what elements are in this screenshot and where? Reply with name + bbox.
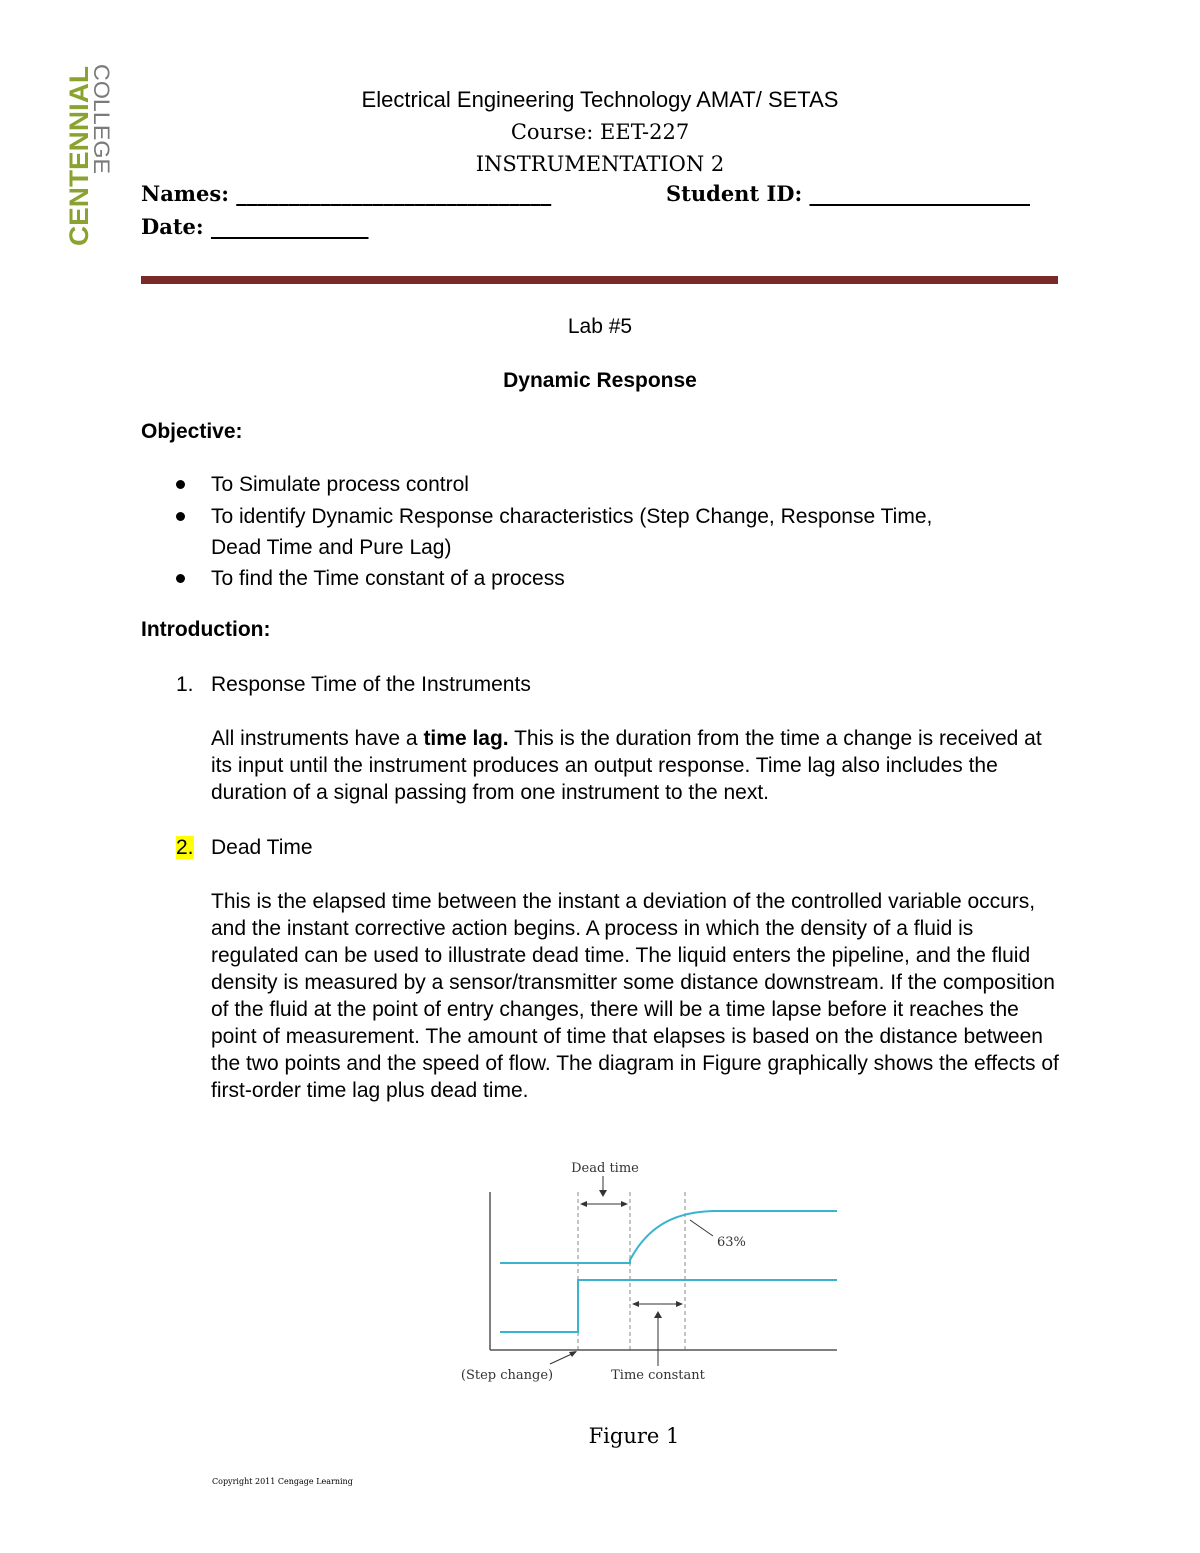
percent-pointer [690,1220,713,1236]
paragraph-text: All instruments have a [211,727,424,750]
header-rule [141,276,1058,284]
step-input-line [500,1280,837,1332]
objective-heading: Objective: [141,420,243,443]
course-title: INSTRUMENTATION 2 [475,152,725,176]
objective-item-continued: Dead Time and Pure Lag) [211,536,452,559]
course-code: Course: EET-227 [510,120,690,144]
arrowhead-icon [580,1201,587,1207]
arrowhead-icon [654,1311,662,1318]
date-field[interactable]: Date: _______________ [141,214,369,239]
item-number: 1. [176,673,194,696]
response-time-paragraph [211,725,1061,806]
lab-title: Dynamic Response [503,369,697,392]
lab-number: Lab #5 [567,315,633,338]
arrowhead-icon [632,1301,639,1307]
arrowhead-icon [599,1190,607,1197]
item-title: Response Time of the Instruments [211,673,531,696]
dead-time-label: Dead time [571,1161,639,1176]
figure-caption: Figure 1 [588,1424,680,1448]
item-number-highlighted: 2. [176,836,194,859]
arrowhead-icon [676,1301,683,1307]
bullet-icon [176,512,185,521]
logo-centennial: CENTENNIAL [64,72,94,246]
student-id-field[interactable]: Student ID: _____________________ [666,181,1031,206]
dead-time-paragraph: This is the elapsed time between the instant a deviation of the controlled variable occurs, and the instant corrective action begins. A process in which the density of a fluid is regulated can be used to illustrate dead time. The liquid enters the pipeline, and the fluid density is measured by a sensor/transmitter some distance downstream. If the composition of the fluid at the point of entry changes, there will be a time lapse before it reaches the point of measurement. The amount of time that elapses is based on the distance between the two points and the speed of flow. The diagram in Figure graphically shows the effects of first-order time lag plus dead time. [211,890,1059,1102]
paragraph-text: This is the duration from the time a change is received at its input until the instrument produces an output response. Time lag also includes the duration of a signal passing from one instrument to the next. [211,727,1042,804]
bullet-icon [176,480,185,489]
copyright-notice: Copyright 2011 Cengage Learning [212,1477,353,1486]
program-title: Electrical Engineering Technology AMAT/ SETAS [361,87,839,112]
objective-item: To find the Time constant of a process [211,567,565,590]
objective-item: To identify Dynamic Response characteristics (Step Change, Response Time, [211,505,933,528]
names-field[interactable]: Names: ______________________________ [141,181,552,206]
time-lag-term: time lag. [423,727,509,750]
dead-time-diagram [455,1152,845,1392]
percent-label: 63% [717,1235,746,1250]
logo-college: COLLEGE [89,64,114,168]
bullet-icon [176,574,185,583]
introduction-heading: Introduction: [141,618,271,641]
step-change-label: (Step change) [460,1368,554,1383]
objective-item: To Simulate process control [211,473,469,496]
response-curve [500,1211,837,1263]
item-title: Dead Time [211,836,313,859]
time-constant-label: Time constant [611,1368,705,1383]
arrowhead-icon [569,1351,577,1357]
arrowhead-icon [621,1201,628,1207]
